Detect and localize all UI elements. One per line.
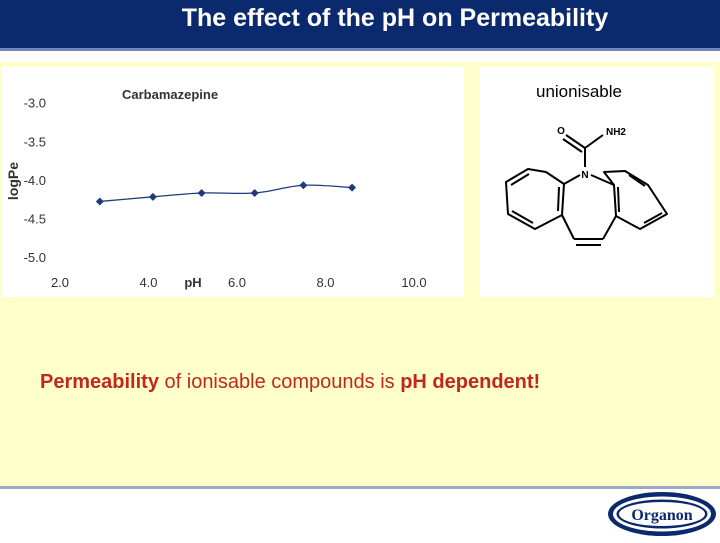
conclusion-note xyxy=(40,371,540,394)
series-line xyxy=(100,185,352,201)
n-left-bond xyxy=(564,175,580,184)
y-tick-label: -5.0 xyxy=(23,250,46,265)
x-axis-label: pH xyxy=(184,275,202,290)
footer-divider xyxy=(0,486,720,489)
data-point xyxy=(251,189,259,197)
data-point xyxy=(96,197,104,205)
data-point xyxy=(198,189,206,197)
y-tick-label: -3.0 xyxy=(23,95,46,111)
left-benzene-ring xyxy=(506,169,564,229)
x-tick-label: 2.0 xyxy=(50,275,70,290)
molecule-label: unionisable xyxy=(535,82,622,101)
y-tick-label: -3.5 xyxy=(23,134,46,150)
line-chart xyxy=(2,67,464,297)
title-bar xyxy=(0,0,720,51)
y-tick-label: -4.5 xyxy=(23,211,46,227)
x-tick-label: 10.0 xyxy=(401,275,427,290)
y-axis-label: logPe xyxy=(5,161,21,201)
organon-logo xyxy=(606,490,718,538)
data-point xyxy=(149,193,157,201)
chart-panel xyxy=(2,67,464,297)
logo-wordmark: Organon xyxy=(631,507,693,524)
x-tick-label: 6.0 xyxy=(227,275,247,290)
x-tick-label: 8.0 xyxy=(316,275,335,290)
slide-title: The effect of the pH on Permeability xyxy=(181,4,609,32)
oxygen-label: O xyxy=(557,126,565,137)
note-emphasis-ph-dependent: pH dependent xyxy=(400,371,534,393)
note-emphasis-permeability: Permeability xyxy=(40,371,159,393)
nitrogen-label: N xyxy=(581,170,589,181)
data-point xyxy=(348,184,356,192)
note-text: of ionisable compounds is xyxy=(158,371,401,393)
x-tick-label: 4.0 xyxy=(139,275,158,290)
y-tick-label: -4.0 xyxy=(23,172,46,188)
data-point xyxy=(299,181,307,189)
note-exclamation: ! xyxy=(533,371,541,393)
amine-label: NH2 xyxy=(605,127,627,138)
chart-title: Carbamazepine xyxy=(122,87,219,102)
